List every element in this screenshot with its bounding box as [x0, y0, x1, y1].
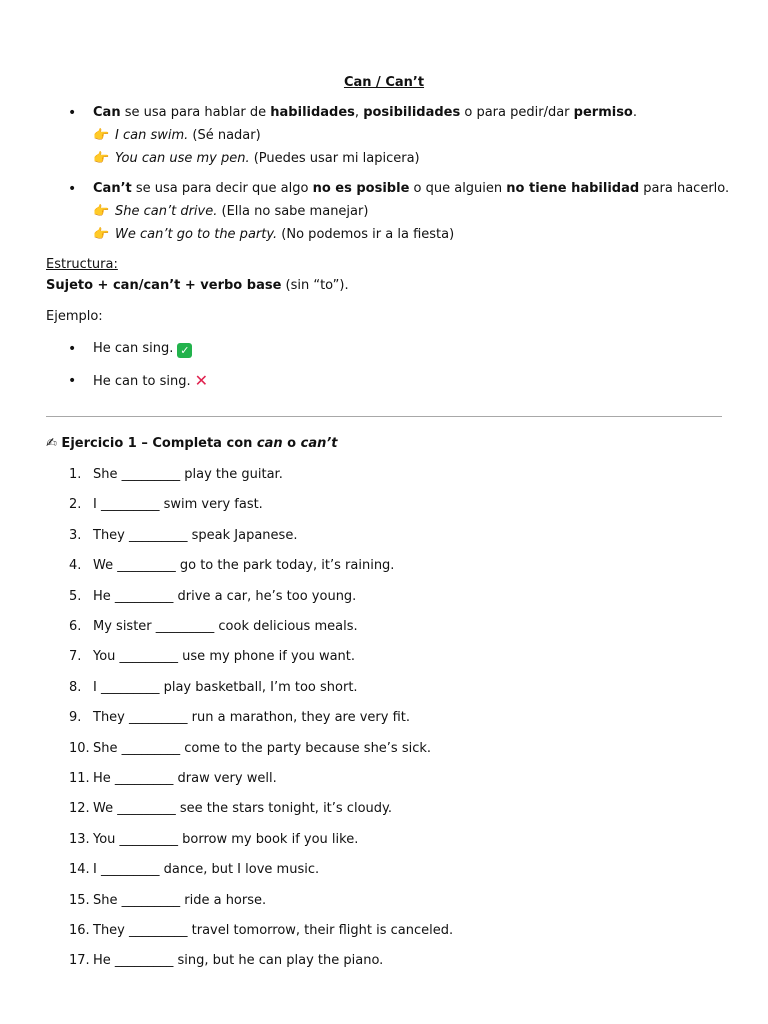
exercise-item-text: She _________ come to the party because she’s sick.	[93, 741, 432, 756]
exercise-item-number: 16.	[69, 923, 90, 938]
exercise-item-text: They _________ run a marathon, they are very fit.	[93, 710, 411, 725]
structure-formula-line	[46, 278, 349, 294]
pointing-hand-icon: 👉	[93, 128, 110, 143]
rule-text: ,	[354, 105, 364, 120]
bullet-dot: •	[68, 373, 77, 389]
structure-note: (sin “to”).	[281, 278, 349, 293]
exercise-word-can: can	[256, 436, 283, 451]
exercise-item-text: They _________ speak Japanese.	[93, 528, 298, 543]
exercise-item-text: My sister _________ cook delicious meals.	[93, 619, 358, 634]
page-title: Can / Can’t	[343, 75, 425, 90]
rule-text: se usa para decir que algo	[131, 181, 313, 196]
exercise-item-number: 11.	[69, 771, 90, 786]
rule-example	[93, 128, 261, 144]
bullet-dot: •	[68, 105, 77, 121]
exercise-item-number: 7.	[69, 649, 82, 664]
exercise-item-text: I _________ swim very fast.	[93, 497, 263, 512]
exercise-item-text: We _________ go to the park today, it’s raining.	[93, 558, 395, 573]
exercise-item-number: 4.	[69, 558, 82, 573]
exercise-item-number: 9.	[69, 710, 82, 725]
exercise-item-text: I _________ play basketball, I’m too short.	[93, 680, 358, 695]
example-correct	[93, 341, 192, 358]
example-spanish: (No podemos ir a la fiesta)	[277, 227, 455, 242]
exercise-heading-prefix: Ejercicio 1 – Completa con	[56, 436, 257, 451]
rule-text: se usa para hablar de	[120, 105, 271, 120]
rule-text: .	[632, 105, 638, 120]
cross-icon: ✕	[194, 371, 208, 390]
section-divider	[46, 416, 722, 417]
exercise-heading	[46, 436, 338, 452]
exercise-item-number: 13.	[69, 832, 90, 847]
pointing-hand-icon: 👉	[93, 151, 110, 166]
rule-text: no tiene habilidad	[506, 181, 640, 196]
exercise-item-text: He _________ drive a car, he’s too young.	[93, 589, 357, 604]
exercise-item-text: He _________ draw very well.	[93, 771, 277, 786]
pointing-hand-icon: 👉	[93, 204, 110, 219]
exercise-item-number: 1.	[69, 467, 82, 482]
example-spanish: (Sé nadar)	[188, 128, 261, 143]
pointing-hand-icon: 👉	[93, 227, 110, 242]
exercise-item-text: She _________ play the guitar.	[93, 467, 283, 482]
example-english: We can’t go to the party.	[115, 227, 278, 242]
exercise-item-text: I _________ dance, but I love music.	[93, 862, 320, 877]
example-incorrect	[93, 373, 208, 390]
exercise-item-number: 17.	[69, 953, 90, 968]
example-correct-text: He can sing.	[93, 341, 174, 356]
rule-text: Can’t	[93, 181, 132, 196]
exercise-item-text: They _________ travel tomorrow, their flight is canceled.	[93, 923, 454, 938]
exercise-heading-middle: o	[282, 436, 301, 451]
example-english: You can use my pen.	[115, 151, 250, 166]
example-spanish: (Ella no sabe manejar)	[217, 204, 369, 219]
rule-text: posibilidades	[363, 105, 461, 120]
exercise-item-number: 6.	[69, 619, 82, 634]
rule-text: Can	[93, 105, 121, 120]
rule-text: permiso	[573, 105, 633, 120]
exercise-item-number: 8.	[69, 680, 82, 695]
rule-text: habilidades	[270, 105, 355, 120]
rule-example	[93, 204, 368, 220]
example-spanish: (Puedes usar mi lapicera)	[249, 151, 420, 166]
exercise-item-text: You _________ borrow my book if you like.	[93, 832, 359, 847]
exercise-word-cant: can’t	[300, 436, 338, 451]
exercise-item-number: 14.	[69, 862, 90, 877]
rule-can	[93, 105, 637, 121]
rule-example	[93, 151, 420, 167]
example-heading: Ejemplo:	[46, 309, 103, 324]
exercise-item-number: 5.	[69, 589, 82, 604]
exercise-item-text: He _________ sing, but he can play the piano.	[93, 953, 384, 968]
exercise-item-text: We _________ see the stars tonight, it’s cloudy.	[93, 801, 392, 816]
example-english: She can’t drive.	[115, 204, 218, 219]
exercise-item-number: 12.	[69, 801, 90, 816]
exercise-item-number: 15.	[69, 893, 90, 908]
structure-heading: Estructura:	[46, 257, 118, 272]
exercise-item-text: She _________ ride a horse.	[93, 893, 267, 908]
exercise-item-text: You _________ use my phone if you want.	[93, 649, 356, 664]
check-icon: ✓	[177, 343, 192, 358]
rule-example	[93, 227, 454, 243]
bullet-dot: •	[68, 181, 77, 197]
exercise-item-number: 2.	[69, 497, 82, 512]
bullet-dot: •	[68, 341, 77, 357]
structure-formula: Sujeto + can/can’t + verbo base	[46, 278, 282, 293]
rule-text: no es posible	[312, 181, 410, 196]
rule-cant	[93, 181, 729, 197]
writing-hand-icon: ✍	[46, 436, 57, 451]
rule-text: o que alguien	[409, 181, 507, 196]
exercise-item-number: 3.	[69, 528, 82, 543]
example-incorrect-text: He can to sing.	[93, 374, 191, 389]
rule-text: para hacerlo.	[639, 181, 730, 196]
example-english: I can swim.	[115, 128, 189, 143]
rule-text: o para pedir/dar	[460, 105, 574, 120]
exercise-item-number: 10.	[69, 741, 90, 756]
